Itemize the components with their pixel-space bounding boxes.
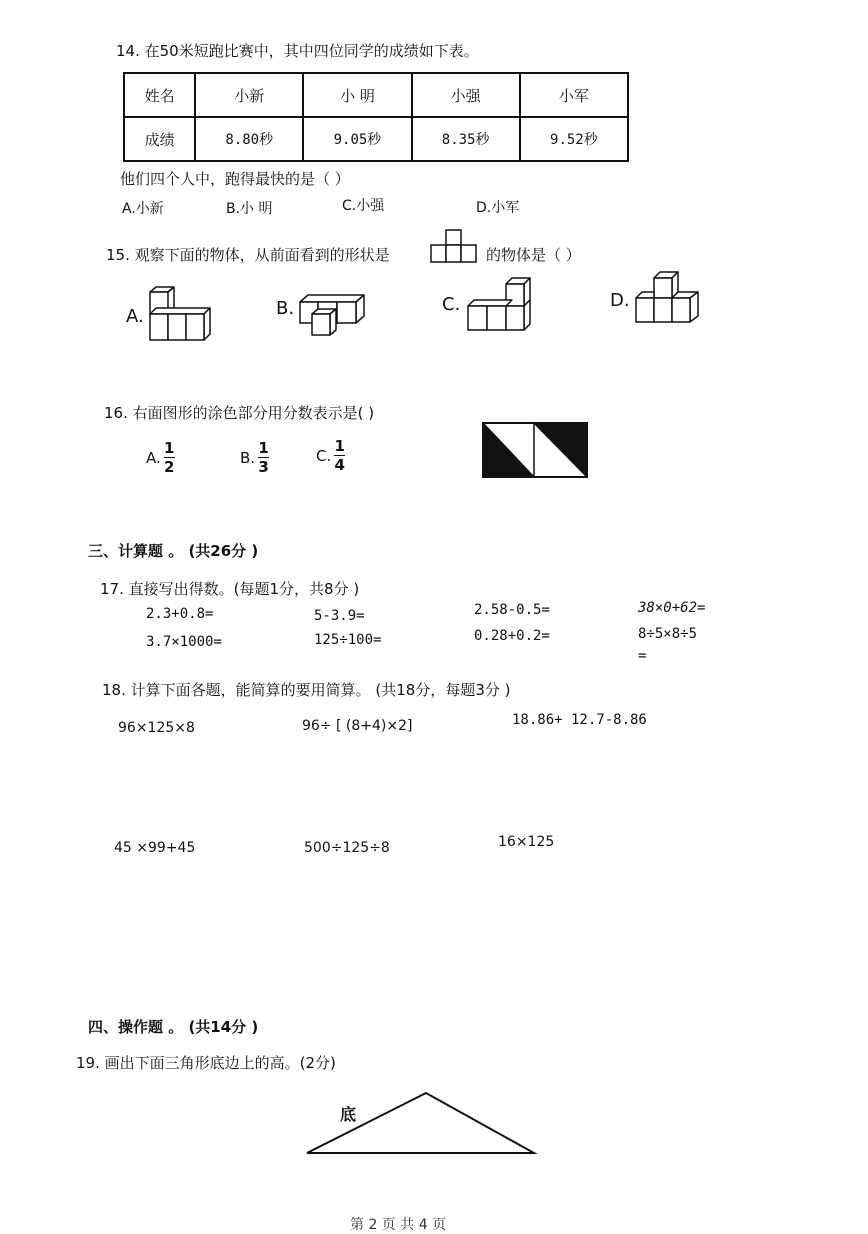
table-row: [124, 117, 628, 161]
table-cell: 9.52秒: [520, 117, 628, 161]
q18-item: 16×125: [498, 834, 555, 850]
table-header-cell: 小军: [520, 73, 628, 117]
q18-title: 18. 计算下面各题，能简算的要用简算。 (共18分，每题3分 ): [102, 681, 511, 699]
q17-title: 17. 直接写出得数。(每题1分，共8分 ): [100, 580, 360, 598]
q16-option-c: [316, 438, 345, 473]
q16-option-label: A.: [146, 448, 161, 467]
shaded-figure-icon: [482, 422, 588, 478]
q18-item: 500÷125÷8: [304, 840, 390, 856]
q18-item: 96÷ [ (8+4)×2]: [302, 718, 413, 734]
q18-item: 96×125×8: [118, 720, 195, 736]
q17-item-tail: =: [638, 648, 647, 664]
q15-option-c-label: C.: [442, 294, 461, 315]
q17-item: 3.7×1000=: [146, 634, 222, 650]
cube-figure-c-icon: [464, 276, 534, 334]
q17-item: 0.28+0.2=: [474, 628, 550, 644]
section4-title: 四、操作题 。 (共14分 ): [88, 1018, 259, 1036]
q16-option-label: C.: [316, 446, 332, 465]
scores-table: [123, 72, 629, 162]
q18-item: 18.86+ 12.7-8.86: [512, 712, 647, 728]
q17-item: 2.3+0.8=: [146, 606, 214, 622]
cube-figure-d-icon: [632, 270, 702, 326]
cube-figure-a-icon: [146, 286, 216, 344]
q19-title: 19. 画出下面三角形底边上的高。(2分): [76, 1054, 336, 1072]
table-header-cell: 姓名: [124, 73, 195, 117]
page-footer: 第 2 页 共 4 页: [350, 1217, 447, 1233]
table-cell: 9.05秒: [303, 117, 411, 161]
q17-item: 125÷100=: [314, 632, 382, 648]
table-row: [124, 73, 628, 117]
table-cell: 8.80秒: [195, 117, 303, 161]
cube-figure-b-icon: [298, 292, 368, 338]
triangle-figure-icon: [300, 1088, 540, 1158]
table-header-cell: 小强: [412, 73, 520, 117]
q15-option-b-label: B.: [276, 298, 295, 319]
fraction-numerator: 1: [164, 439, 175, 457]
q15-option-d-label: D.: [610, 290, 630, 311]
q14-question: 他们四个人中，跑得最快的是（ ）: [120, 170, 350, 188]
q15-title-part1: 15. 观察下面的物体，从前面看到的形状是: [106, 246, 390, 264]
table-cell: 成绩: [124, 117, 195, 161]
fraction-numerator: 1: [258, 439, 269, 457]
front-view-shape-icon: [430, 229, 478, 265]
q17-item: 38×0+62=: [638, 600, 706, 616]
q18-item: 45 ×99+45: [114, 840, 196, 856]
q16-title: 16. 右面图形的涂色部分用分数表示是( ): [104, 404, 375, 422]
q17-item: 8÷5×8÷5: [638, 626, 698, 642]
q17-item: 2.58-0.5=: [474, 602, 550, 618]
q17-item: 5-3.9=: [314, 608, 365, 624]
fraction-denominator: 3: [258, 458, 269, 476]
fraction-denominator: 2: [164, 458, 175, 476]
q14-option-c: C.小强: [342, 198, 385, 214]
q14-option-b: B.小 明: [226, 201, 273, 217]
q15-option-a-label: A.: [126, 306, 144, 327]
q14-title: 14. 在50米短跑比赛中，其中四位同学的成绩如下表。: [116, 42, 479, 60]
q16-option-a: [146, 440, 175, 475]
q15-title-part2: 的物体是（ ）: [486, 246, 581, 264]
table-header-cell: 小新: [195, 73, 303, 117]
q14-option-d: D.小军: [476, 200, 520, 216]
section3-title: 三、计算题 。 (共26分 ): [88, 542, 259, 560]
table-cell: 8.35秒: [412, 117, 520, 161]
q16-option-b: [240, 440, 269, 475]
q16-option-label: B.: [240, 448, 256, 467]
table-header-cell: 小 明: [303, 73, 411, 117]
q14-option-a: A.小新: [122, 201, 164, 217]
fraction-numerator: 1: [334, 437, 345, 455]
fraction-denominator: 4: [334, 456, 345, 474]
triangle-base-label: 底: [340, 1105, 357, 1124]
